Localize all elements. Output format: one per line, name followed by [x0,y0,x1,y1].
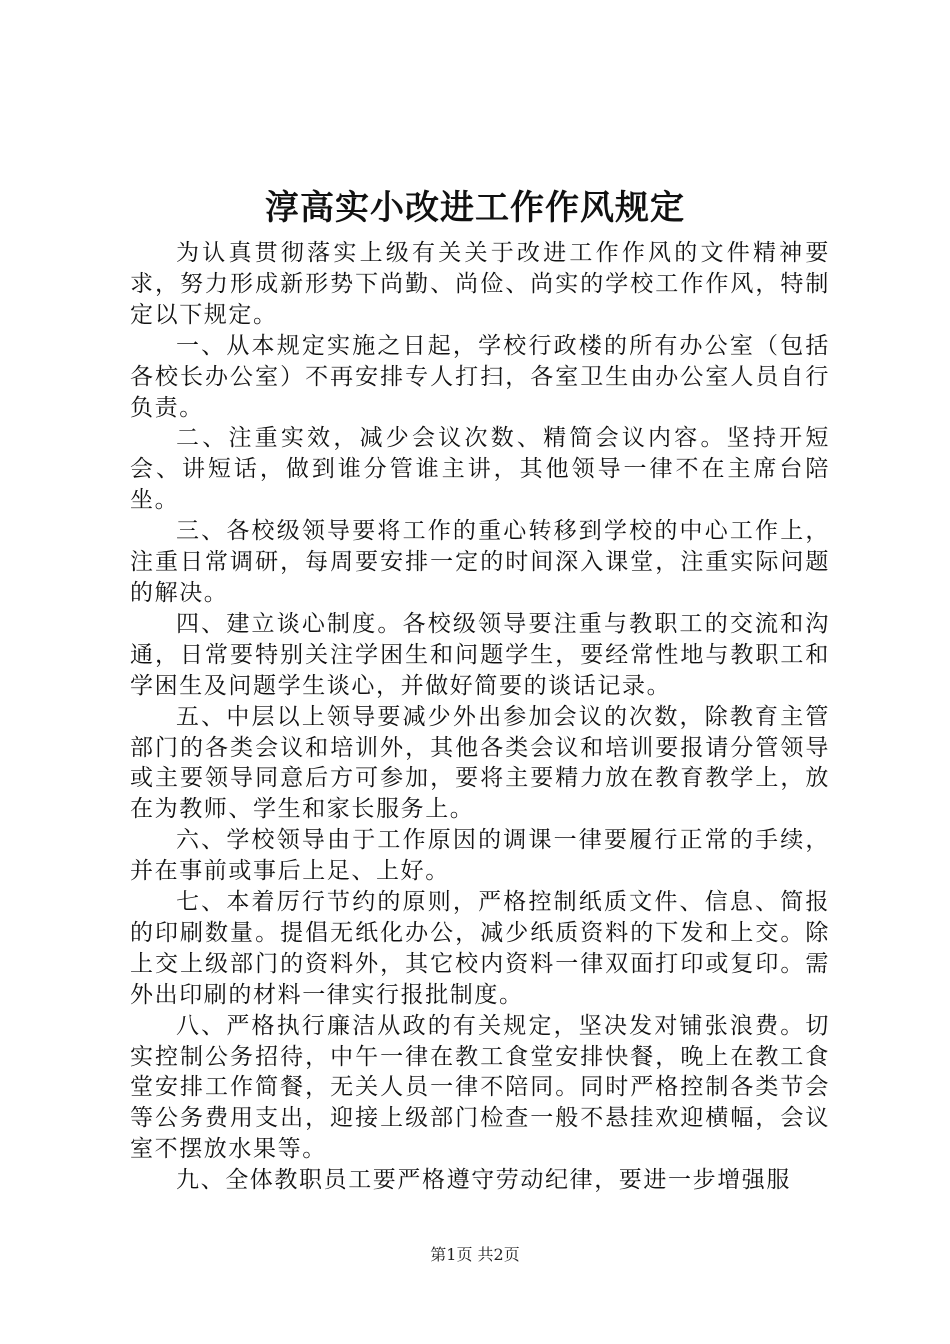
rule-paragraph-5: 五、中层以上领导要减少外出参加会议的次数，除教育主管部门的各类会议和培训外，其他各类会议和培训要报请分管领导或主要领导同意后方可参加，要将主要精力放在教育教学上，放在为教师、学生和家长服务上。 [130,703,830,823]
rule-paragraph-9: 九、全体教职员工要严格遵守劳动纪律，要进一步增强服 [176,1167,791,1194]
document-title: 淳高实小改进工作作风规定 [265,188,685,228]
rule-paragraph-6: 六、学校领导由于工作原因的调课一律要履行正常的手续，并在事前或事后上足、上好。 [130,827,830,885]
page-number-footer: 第1页 共2页 [430,1245,520,1264]
rule-paragraph-1: 一、从本规定实施之日起，学校行政楼的所有办公室（包括各校长办公室）不再安排专人打扫，各室卫生由办公室人员自行负责。 [130,332,830,421]
document-body [130,238,830,1196]
rule-paragraph-8: 八、严格执行廉洁从政的有关规定，坚决发对铺张浪费。切实控制公务招待，中午一律在教工食堂安排快餐，晚上在教工食堂安排工作简餐，无关人员一律不陪同。同时严格控制各类节会等公务费用支出，迎接上级部门检查一般不悬挂欢迎横幅，会议室不摆放水果等。 [130,1012,830,1163]
rule-paragraph-4: 四、建立谈心制度。各校级领导要注重与教职工的交流和沟通，日常要特别关注学困生和问题学生，要经常性地与教职工和学困生及问题学生谈心，并做好简要的谈话记录。 [130,610,830,699]
rule-paragraph-2: 二、注重实效，减少会议次数、精简会议内容。坚持开短会、讲短话，做到谁分管谁主讲，其他领导一律不在主席台陪坐。 [130,425,830,514]
rule-paragraph-7: 七、本着厉行节约的原则，严格控制纸质文件、信息、简报的印刷数量。提倡无纸化办公，减少纸质资料的下发和上交。除上交上级部门的资料外，其它校内资料一律双面打印或复印。需外出印刷的材料一律实行报批制度。 [130,889,830,1008]
rule-paragraph-3: 三、各校级领导要将工作的重心转移到学校的中心工作上，注重日常调研，每周要安排一定的时间深入课堂，注重实际问题的解决。 [130,518,830,606]
intro-paragraph: 为认真贯彻落实上级有关关于改进工作作风的文件精神要求，努力形成新形势下尚勤、尚俭、尚实的学校工作作风，特制定以下规定。 [130,240,830,328]
